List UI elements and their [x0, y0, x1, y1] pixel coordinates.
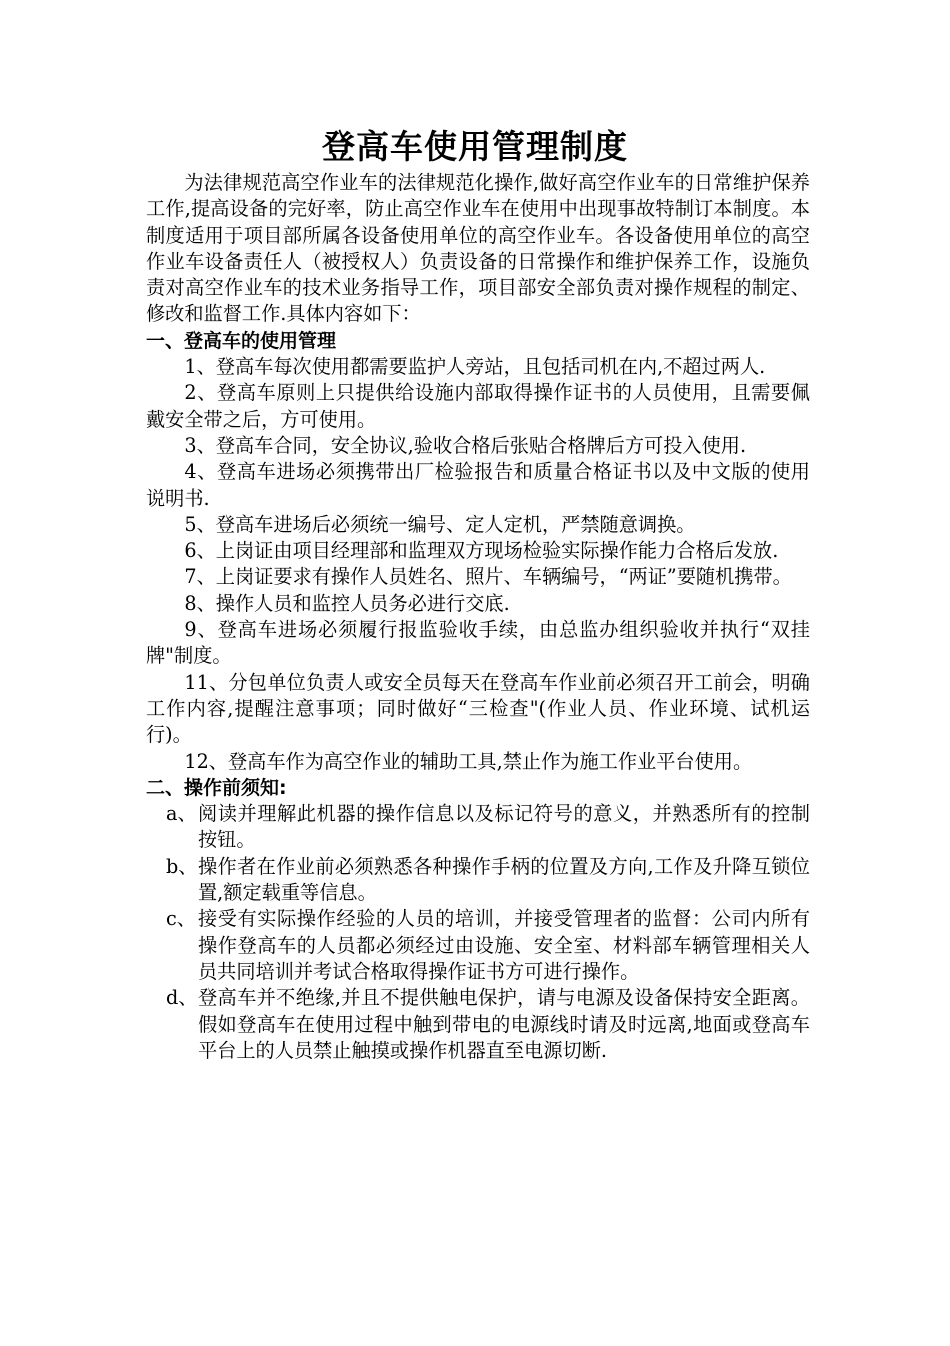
rule-paragraph: 12、登高车作为高空作业的辅助工具,禁止作为施工作业平台使用。 [184, 749, 753, 773]
list-marker: a、 [166, 802, 197, 826]
list-item [146, 801, 810, 854]
rule-paragraph: 3、登高车合同，安全协议,验收合格后张贴合格牌后方可投入使用. [184, 433, 747, 457]
section-heading: 一、登高车的使用管理 [146, 329, 337, 352]
document-body [146, 170, 810, 1064]
list-item-text: 操作者在作业前必须熟悉各种操作手柄的位置及方向,工作及升降互锁位置,额定载重等信息。 [198, 854, 810, 905]
section-heading: 二、操作前须知: [146, 776, 287, 799]
rule-paragraph: 5、登高车进场后必须统一编号、定人定机，严禁随意调换。 [184, 512, 696, 536]
rule-paragraph: 8、操作人员和监控人员务必进行交底. [184, 591, 510, 615]
rule-paragraph: 4、登高车进场必须携带出厂检验报告和质量合格证书以及中文版的使用说明书. [146, 460, 810, 510]
rule-paragraph: 7、上岗证要求有操作人员姓名、照片、车辆编号，“两证”要随机携带。 [184, 565, 792, 589]
rule-paragraph: 9、登高车进场必须履行报监验收手续，由总监办组织验收并执行“双挂牌"制度。 [146, 618, 810, 668]
list-marker: b、 [166, 854, 198, 878]
list-item [146, 985, 810, 1064]
list-marker: d、 [166, 986, 198, 1010]
list-marker: c、 [166, 907, 196, 931]
list-item [146, 906, 810, 985]
list-item-text: 登高车并不绝缘,并且不提供触电保护，请与电源及设备保持安全距离。假如登高车在使用过程中触到带电的电源线时请及时远离,地面或登高车平台上的人员禁止触摸或操作机器直至电源切断. [198, 986, 810, 1062]
list-item [146, 854, 810, 907]
rule-paragraph: 2、登高车原则上只提供给设施内部取得操作证书的人员使用，且需要佩戴安全带之后，方可使用。 [146, 381, 810, 431]
rule-paragraph: 6、上岗证由项目经理部和监理双方现场检验实际操作能力合格后发放. [184, 539, 779, 563]
rule-paragraph: 1、登高车每次使用都需要监护人旁站，且包括司机在内,不超过两人. [184, 355, 766, 379]
intro-paragraph: 为法律规范高空作业车的法律规范化操作,做好高空作业车的日常维护保养工作,提高设备的完好率，防止高空作业车在使用中出现事故特制订本制度。本制度适用于项目部所属各设备使用单位的高空作业车。各设备使用单位的高空作业车设备责任人（被授权人）负责设备的日常操作和维护保养工作，设施负责对高空作业车的技术业务指导工作，项目部安全部负责对操作规程的制定、修改和监督工作.具体内容如下： [146, 171, 810, 326]
document-title: 登高车使用管理制度 [322, 127, 628, 166]
list-item-text: 阅读并理解此机器的操作信息以及标记符号的意义，并熟悉所有的控制按钮。 [198, 802, 810, 852]
list-item-text: 接受有实际操作经验的人员的培训，并接受管理者的监督：公司内所有操作登高车的人员都必须经过由设施、安全室、材料部车辆管理相关人员共同培训并考试合格取得操作证书方可进行操作。 [198, 907, 810, 983]
rule-paragraph: 11、分包单位负责人或安全员每天在登高车作业前必须召开工前会，明确工作内容,提醒注意事项；同时做好“三检查"(作业人员、作业环境、试机运行)。 [146, 670, 810, 747]
